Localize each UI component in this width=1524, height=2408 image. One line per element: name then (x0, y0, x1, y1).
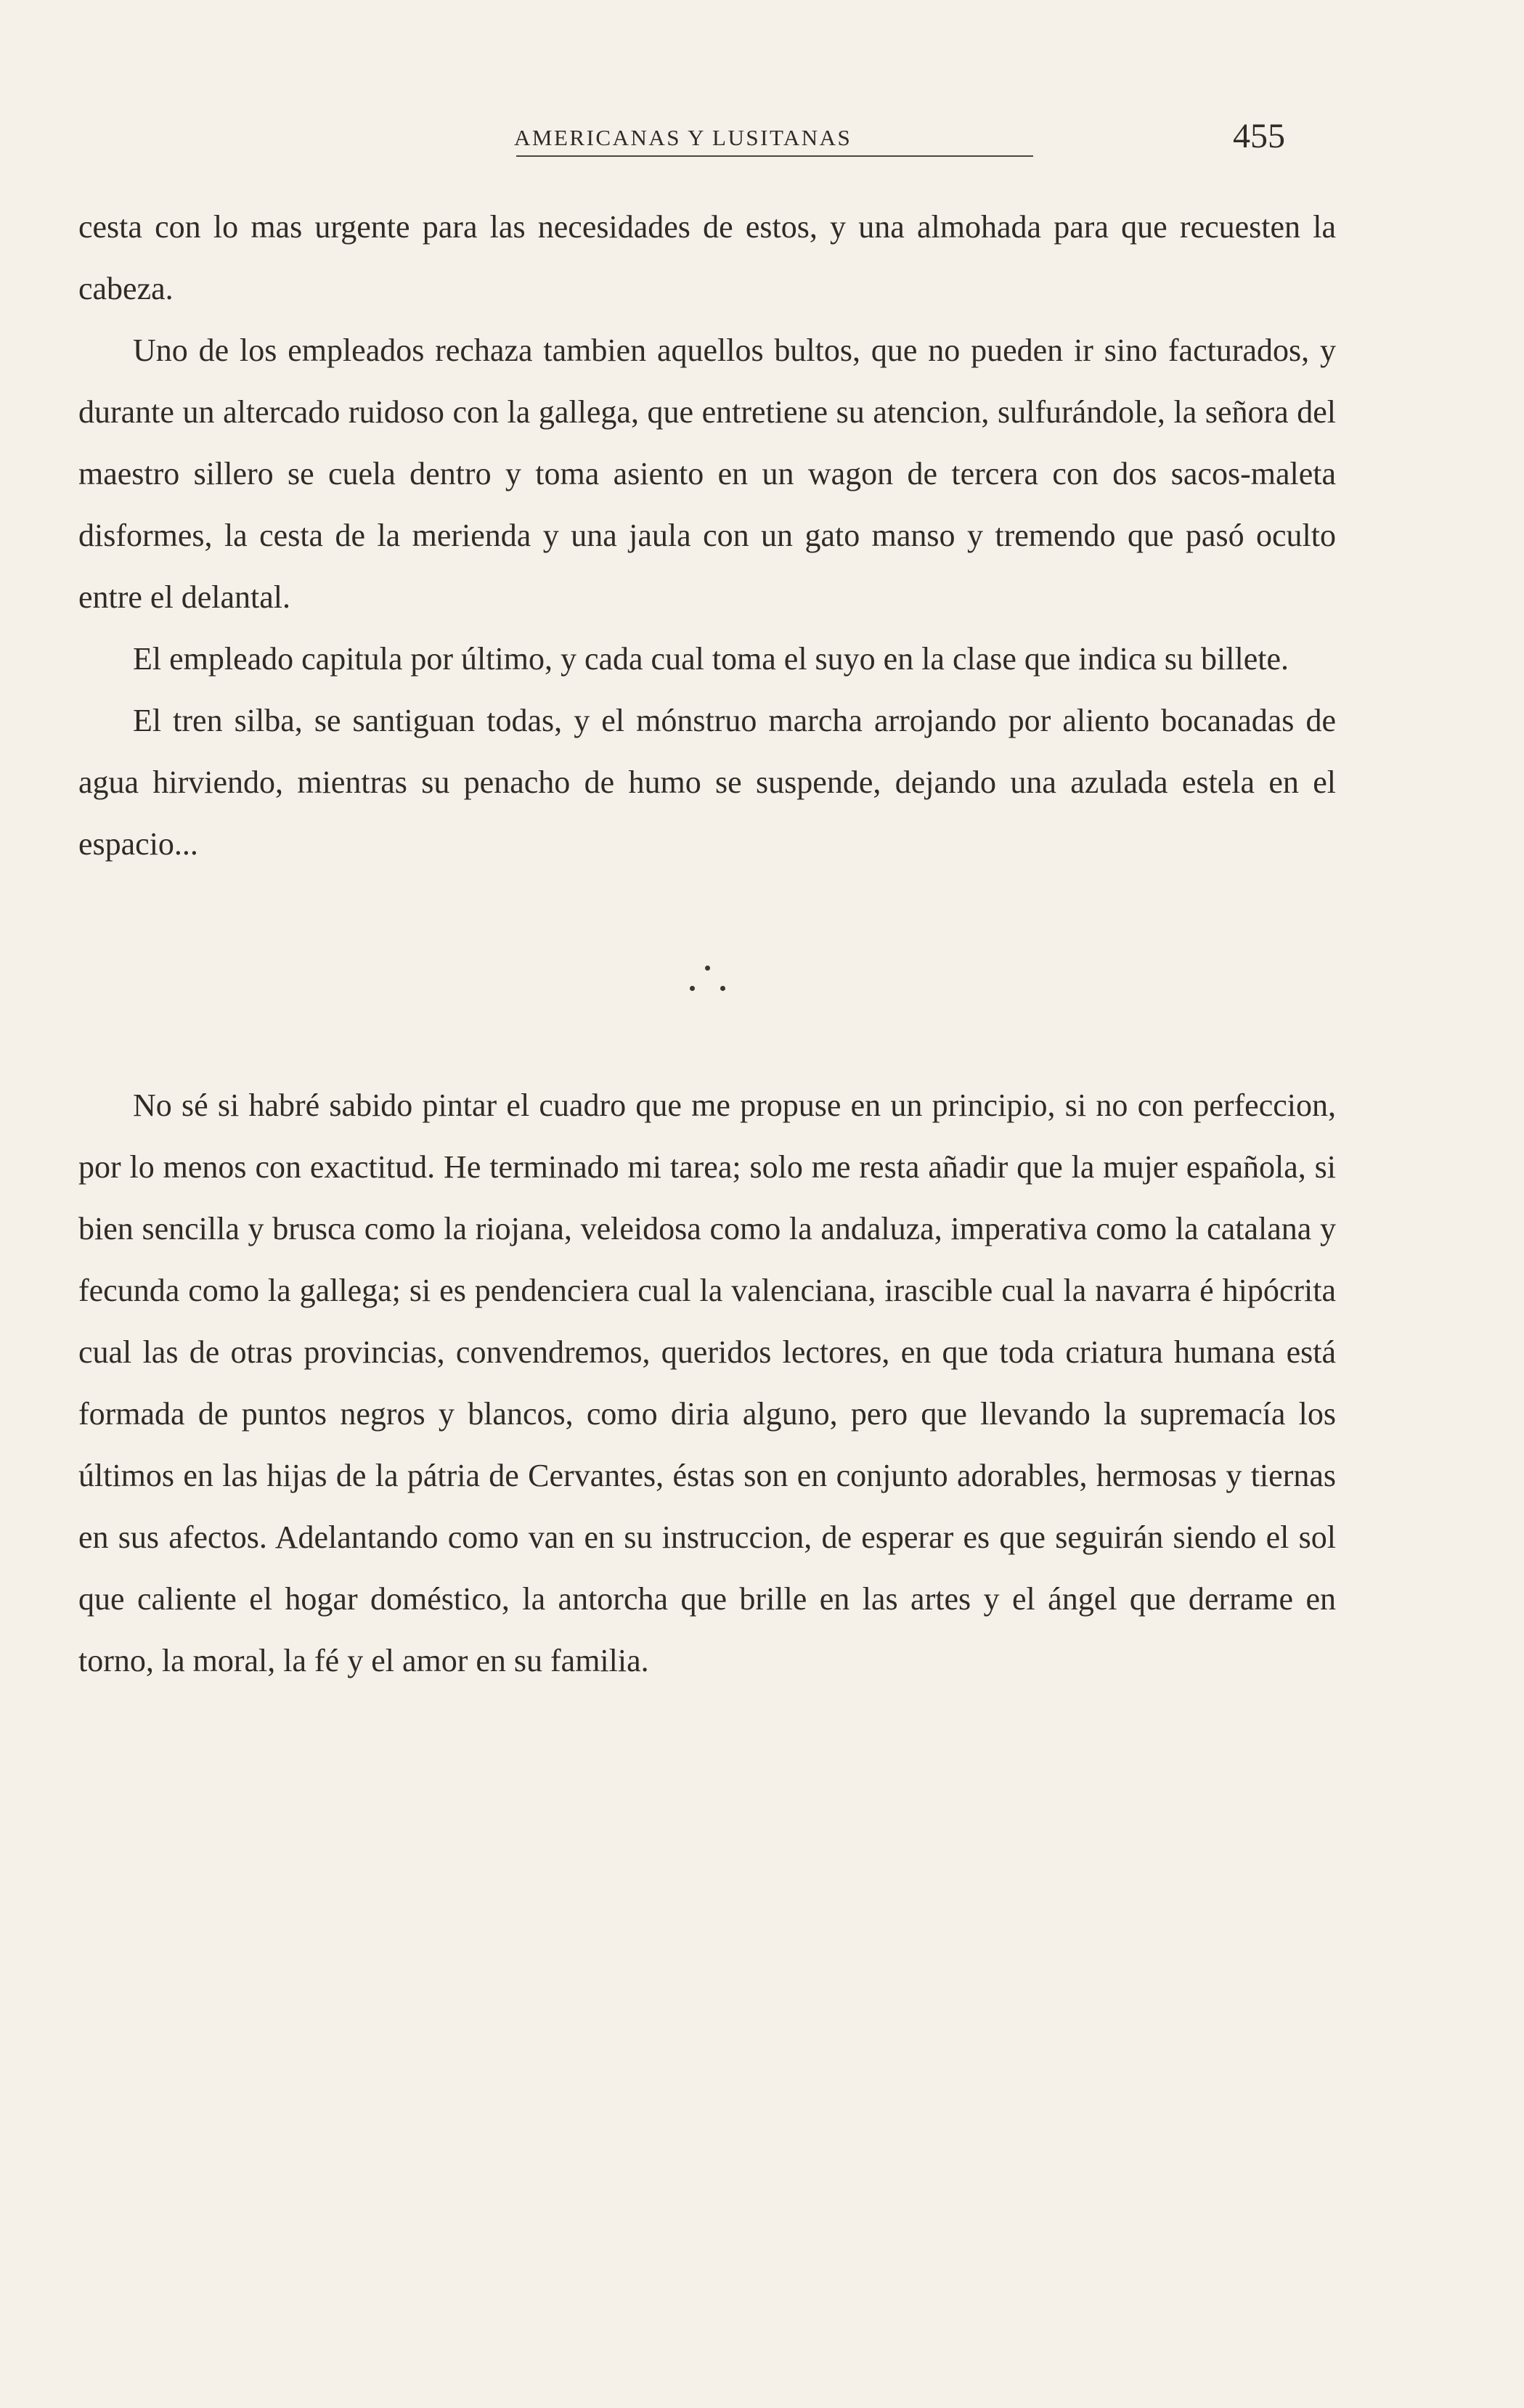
running-title: AMERICANAS Y LUSITANAS (514, 125, 852, 150)
paragraph: Uno de los empleados rechaza tambien aquellos bultos, que no pueden ir sino facturados, y durante un altercado ruidoso con la gallega, que entretiene su atencion, sulfurándole, la señora del maestro sillero se cuela dentro y toma asiento en un wagon de tercera con dos sacos-maleta disformes, la cesta de la merienda y una jaula con un gato manso y tremendo que pasó oculto entre el delantal. (78, 332, 1336, 615)
running-header (78, 109, 1288, 160)
section-break-asterism (682, 966, 733, 1009)
paragraph-continuation: cesta con lo mas urgente para las necesidades de estos, y una almohada para que recuesten la cabeza. (78, 209, 1336, 306)
text-section-1 (78, 196, 1336, 875)
text-section-2 (78, 1074, 1336, 1691)
paragraph: El empleado capitula por último, y cada cual toma el suyo en la clase que indica su billete. (133, 641, 1289, 677)
paragraph: El tren silba, se santiguan todas, y el mónstruo marcha arrojando por aliento bocanadas de agua hirviendo, mientras su penacho de humo se suspende, dejando una azulada estela en el espacio... (78, 703, 1336, 862)
header-rule (516, 155, 1033, 157)
paragraph: No sé si habré sabido pintar el cuadro que me propuse en un principio, si no con perfeccion, por lo menos con exactitud. He terminado mi tarea; solo me resta añadir que la mujer española, si bien sencilla y brusca como la riojana, veleidosa como la andaluza, imperativa como la catalana y fecunda como la gallega; si es pendenciera cual la valenciana, irascible cual la navarra é hipócrita cual las de otras provincias, convendremos, queridos lectores, en que toda criatura humana está formada de puntos negros y blancos, como diria alguno, pero que llevando la supremacía los últimos en las hijas de la pátria de Cervantes, éstas son en conjunto adorables, hermosas y tiernas en sus afectos. Adelantando como van en su instruccion, de esperar es que seguirán siendo el sol que caliente el hogar doméstico, la antorcha que brille en las artes y el ángel que derrame en torno, la moral, la fé y el amor en su familia. (78, 1087, 1336, 1678)
page-number: 455 (1233, 117, 1285, 155)
